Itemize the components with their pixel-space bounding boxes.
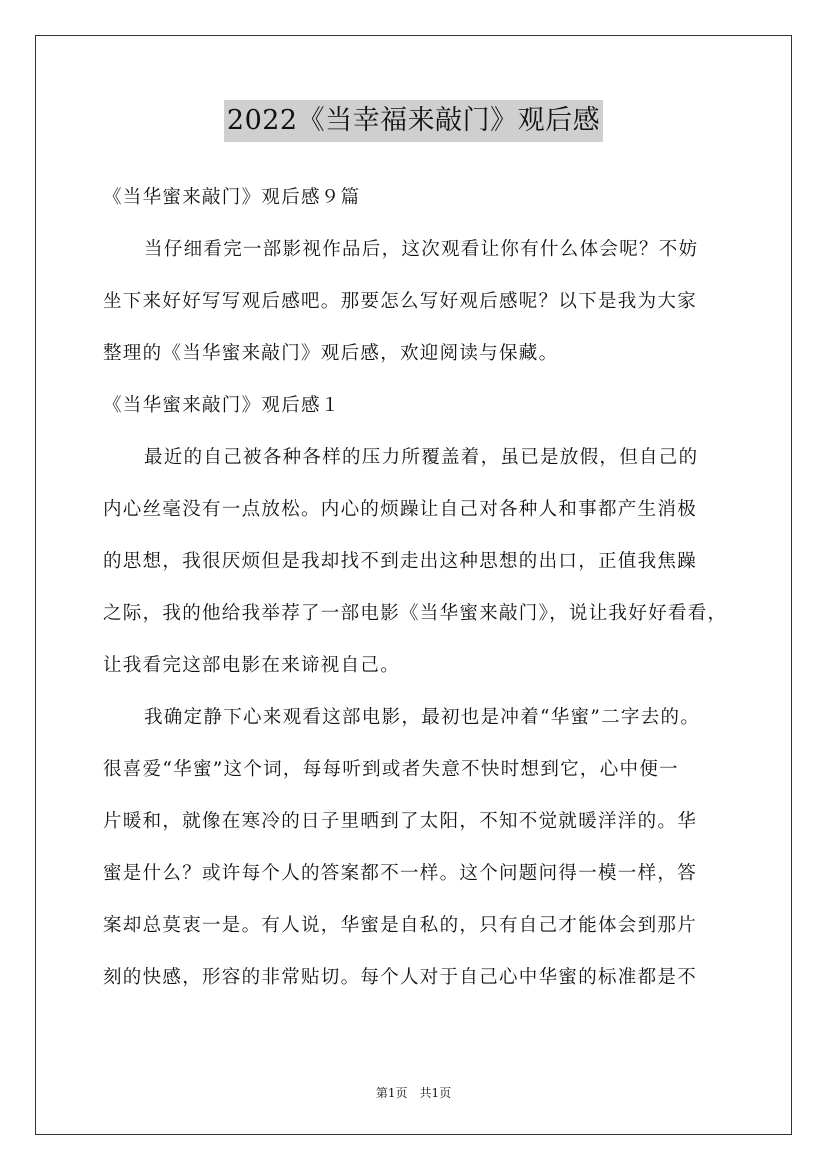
text-line: 让我看完这部电影在来谛视自己。 [103, 655, 401, 676]
text-line: 我确定静下心来观看这部电影，最初也是冲着“华蜜”二字去的。 [144, 707, 701, 728]
document-body [103, 172, 731, 1004]
text-line: 之际，我的他给我举荐了一部电影《当华蜜来敲门》，说让我好好看看， [103, 603, 728, 624]
text-line: 内心丝毫没有一点放松。内心的烦躁让自己对各种人和事都产生消极 [103, 499, 698, 520]
title-container [0, 100, 827, 142]
text-line: 刻的快感，形容的非常贴切。每个人对于自己心中华蜜的标准都是不 [103, 967, 698, 988]
text-line: 片暖和，就像在寒冷的日子里晒到了太阳，不知不觉就暖洋洋的。华 [103, 811, 698, 832]
text-line: 坐下来好好写写观后感吧。那要怎么写好观后感呢？以下是我为大家 [103, 291, 698, 312]
text-line: 最近的自己被各种各样的压力所覆盖着，虽已是放假，但自己的 [144, 447, 699, 468]
text-line: 整理的《当华蜜来敲门》观后感，欢迎阅读与保藏。 [103, 343, 559, 364]
text-line: 《当华蜜来敲门》观后感９篇 [103, 187, 361, 208]
page-footer: 第1页 共1页 [375, 1086, 452, 1100]
text-line: 的思想，我很厌烦但是我却找不到走出这种思想的出口，正值我焦躁 [103, 551, 698, 572]
text-line: 当仔细看完一部影视作品后，这次观看让你有什么体会呢？不妨 [144, 239, 699, 260]
document-title: 2022《当幸福来敲门》观后感 [224, 100, 603, 142]
text-line: 《当华蜜来敲门》观后感１ [103, 395, 341, 416]
text-line: 蜜是什么？或许每个人的答案都不一样。这个问题问得一模一样，答 [103, 863, 698, 884]
text-line: 很喜爱“华蜜”这个词，每每听到或者失意不快时想到它，心中便一 [103, 759, 679, 780]
text-line: 案却总莫衷一是。有人说，华蜜是自私的，只有自己才能体会到那片 [103, 915, 698, 936]
